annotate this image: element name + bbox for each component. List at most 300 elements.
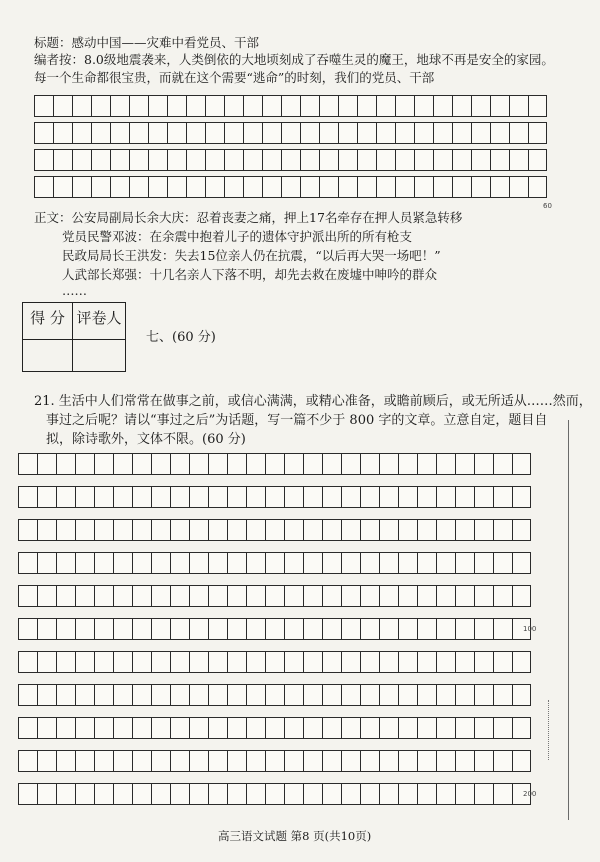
grid-cell[interactable] xyxy=(303,651,322,673)
grid-cell[interactable] xyxy=(56,651,75,673)
grid-cell[interactable] xyxy=(94,618,113,640)
grid-cell[interactable] xyxy=(455,552,474,574)
grid-cell[interactable] xyxy=(436,585,455,607)
grid-cell[interactable] xyxy=(490,122,509,144)
grid-cell[interactable] xyxy=(91,95,110,117)
grid-cell[interactable] xyxy=(246,552,265,574)
grid-cell[interactable] xyxy=(151,585,170,607)
grid-cell[interactable] xyxy=(148,149,167,171)
grid-cell[interactable] xyxy=(474,717,493,739)
grid-cell[interactable] xyxy=(322,684,341,706)
grid-cell[interactable] xyxy=(436,651,455,673)
grid-cell[interactable] xyxy=(56,618,75,640)
grid-cell[interactable] xyxy=(303,618,322,640)
grid-cell[interactable] xyxy=(300,176,319,198)
grid-cell[interactable] xyxy=(224,95,243,117)
grid-cell[interactable] xyxy=(303,519,322,541)
grid-cell[interactable] xyxy=(303,453,322,475)
grid-cell[interactable] xyxy=(227,684,246,706)
grid-cell[interactable] xyxy=(56,750,75,772)
grid-cell[interactable] xyxy=(189,453,208,475)
grid-cell[interactable] xyxy=(493,618,512,640)
grid-cell[interactable] xyxy=(528,122,547,144)
grid-cell[interactable] xyxy=(322,618,341,640)
grid-cell[interactable] xyxy=(284,618,303,640)
grid-cell[interactable] xyxy=(414,176,433,198)
grid-cell[interactable] xyxy=(129,149,148,171)
grid-cell[interactable] xyxy=(528,176,547,198)
grid-cell[interactable] xyxy=(474,684,493,706)
grid-cell[interactable] xyxy=(436,684,455,706)
grid-cell[interactable] xyxy=(37,684,56,706)
grid-cell[interactable] xyxy=(129,122,148,144)
grid-cell[interactable] xyxy=(341,453,360,475)
grid-cell[interactable] xyxy=(398,750,417,772)
grid-cell[interactable] xyxy=(455,486,474,508)
grid-cell[interactable] xyxy=(18,552,37,574)
grid-cell[interactable] xyxy=(433,176,452,198)
grid-cell[interactable] xyxy=(417,453,436,475)
grid-cell[interactable] xyxy=(284,783,303,805)
grid-cell[interactable] xyxy=(474,519,493,541)
grid-cell[interactable] xyxy=(132,750,151,772)
grid-cell[interactable] xyxy=(265,519,284,541)
grid-cell[interactable] xyxy=(379,783,398,805)
grid-cell[interactable] xyxy=(341,618,360,640)
grid-cell[interactable] xyxy=(284,717,303,739)
grid-cell[interactable] xyxy=(455,618,474,640)
grid-cell[interactable] xyxy=(341,717,360,739)
grid-cell[interactable] xyxy=(436,453,455,475)
grid-cell[interactable] xyxy=(417,783,436,805)
grid-cell[interactable] xyxy=(474,486,493,508)
grid-cell[interactable] xyxy=(208,717,227,739)
grid-cell[interactable] xyxy=(94,519,113,541)
grid-cell[interactable] xyxy=(18,618,37,640)
grid-cell[interactable] xyxy=(455,783,474,805)
grid-cell[interactable] xyxy=(37,717,56,739)
grid-cell[interactable] xyxy=(512,717,531,739)
grid-cell[interactable] xyxy=(436,783,455,805)
grid-cell[interactable] xyxy=(75,519,94,541)
grid-cell[interactable] xyxy=(37,486,56,508)
grid-cell[interactable] xyxy=(18,519,37,541)
grid-cell[interactable] xyxy=(189,486,208,508)
answer-grid-essay[interactable] xyxy=(18,453,531,816)
grid-cell[interactable] xyxy=(205,122,224,144)
grid-cell[interactable] xyxy=(186,122,205,144)
grid-cell[interactable] xyxy=(398,519,417,541)
grid-cell[interactable] xyxy=(189,750,208,772)
grid-cell[interactable] xyxy=(94,486,113,508)
grid-cell[interactable] xyxy=(56,684,75,706)
grid-cell[interactable] xyxy=(395,95,414,117)
grid-cell[interactable] xyxy=(284,486,303,508)
grid-cell[interactable] xyxy=(398,651,417,673)
grid-cell[interactable] xyxy=(338,176,357,198)
grid-cell[interactable] xyxy=(75,486,94,508)
grid-cell[interactable] xyxy=(281,149,300,171)
grid-cell[interactable] xyxy=(471,149,490,171)
grid-cell[interactable] xyxy=(56,717,75,739)
grid-cell[interactable] xyxy=(208,783,227,805)
grid-cell[interactable] xyxy=(75,552,94,574)
grid-cell[interactable] xyxy=(284,684,303,706)
grid-cell[interactable] xyxy=(303,717,322,739)
grid-cell[interactable] xyxy=(170,651,189,673)
grid-cell[interactable] xyxy=(303,750,322,772)
grid-cell[interactable] xyxy=(493,552,512,574)
grid-cell[interactable] xyxy=(205,149,224,171)
grid-cell[interactable] xyxy=(72,122,91,144)
grid-cell[interactable] xyxy=(303,684,322,706)
grid-cell[interactable] xyxy=(18,684,37,706)
reviewer-input-cell[interactable] xyxy=(73,340,126,372)
grid-cell[interactable] xyxy=(395,176,414,198)
grid-cell[interactable] xyxy=(281,122,300,144)
grid-cell[interactable] xyxy=(170,783,189,805)
grid-cell[interactable] xyxy=(493,684,512,706)
grid-cell[interactable] xyxy=(170,750,189,772)
grid-cell[interactable] xyxy=(455,453,474,475)
grid-cell[interactable] xyxy=(75,783,94,805)
grid-cell[interactable] xyxy=(167,122,186,144)
grid-cell[interactable] xyxy=(208,486,227,508)
grid-cell[interactable] xyxy=(132,585,151,607)
grid-cell[interactable] xyxy=(379,717,398,739)
grid-cell[interactable] xyxy=(170,684,189,706)
grid-cell[interactable] xyxy=(379,618,398,640)
grid-cell[interactable] xyxy=(300,95,319,117)
grid-cell[interactable] xyxy=(56,552,75,574)
grid-cell[interactable] xyxy=(91,176,110,198)
grid-cell[interactable] xyxy=(341,552,360,574)
grid-cell[interactable] xyxy=(37,651,56,673)
grid-cell[interactable] xyxy=(75,750,94,772)
grid-cell[interactable] xyxy=(37,618,56,640)
grid-cell[interactable] xyxy=(170,552,189,574)
grid-cell[interactable] xyxy=(246,717,265,739)
grid-cell[interactable] xyxy=(18,585,37,607)
grid-cell[interactable] xyxy=(284,453,303,475)
grid-cell[interactable] xyxy=(113,684,132,706)
grid-cell[interactable] xyxy=(319,95,338,117)
grid-cell[interactable] xyxy=(189,783,208,805)
grid-cell[interactable] xyxy=(512,486,531,508)
grid-cell[interactable] xyxy=(398,684,417,706)
grid-cell[interactable] xyxy=(474,651,493,673)
grid-cell[interactable] xyxy=(110,176,129,198)
grid-cell[interactable] xyxy=(265,618,284,640)
grid-cell[interactable] xyxy=(493,453,512,475)
grid-cell[interactable] xyxy=(319,149,338,171)
grid-cell[interactable] xyxy=(53,122,72,144)
grid-cell[interactable] xyxy=(170,486,189,508)
grid-cell[interactable] xyxy=(186,149,205,171)
grid-cell[interactable] xyxy=(243,149,262,171)
grid-cell[interactable] xyxy=(379,486,398,508)
grid-cell[interactable] xyxy=(452,149,471,171)
grid-cell[interactable] xyxy=(37,585,56,607)
grid-cell[interactable] xyxy=(414,149,433,171)
grid-cell[interactable] xyxy=(338,149,357,171)
grid-cell[interactable] xyxy=(189,618,208,640)
grid-cell[interactable] xyxy=(170,453,189,475)
grid-cell[interactable] xyxy=(303,585,322,607)
grid-cell[interactable] xyxy=(417,618,436,640)
grid-cell[interactable] xyxy=(512,519,531,541)
grid-cell[interactable] xyxy=(34,149,53,171)
grid-cell[interactable] xyxy=(493,717,512,739)
grid-cell[interactable] xyxy=(303,486,322,508)
grid-cell[interactable] xyxy=(360,618,379,640)
grid-cell[interactable] xyxy=(338,95,357,117)
grid-cell[interactable] xyxy=(37,750,56,772)
grid-cell[interactable] xyxy=(322,651,341,673)
grid-cell[interactable] xyxy=(151,453,170,475)
grid-cell[interactable] xyxy=(37,552,56,574)
grid-cell[interactable] xyxy=(34,176,53,198)
score-input-cell[interactable] xyxy=(23,340,73,372)
grid-cell[interactable] xyxy=(474,618,493,640)
grid-cell[interactable] xyxy=(113,651,132,673)
grid-cell[interactable] xyxy=(246,684,265,706)
grid-cell[interactable] xyxy=(379,453,398,475)
grid-cell[interactable] xyxy=(322,453,341,475)
grid-cell[interactable] xyxy=(493,651,512,673)
grid-cell[interactable] xyxy=(75,585,94,607)
grid-cell[interactable] xyxy=(319,176,338,198)
grid-cell[interactable] xyxy=(281,176,300,198)
grid-cell[interactable] xyxy=(436,750,455,772)
grid-cell[interactable] xyxy=(417,651,436,673)
grid-cell[interactable] xyxy=(398,717,417,739)
grid-cell[interactable] xyxy=(113,717,132,739)
grid-cell[interactable] xyxy=(208,651,227,673)
grid-cell[interactable] xyxy=(436,717,455,739)
grid-cell[interactable] xyxy=(246,618,265,640)
grid-cell[interactable] xyxy=(452,176,471,198)
grid-cell[interactable] xyxy=(436,519,455,541)
grid-cell[interactable] xyxy=(113,453,132,475)
grid-cell[interactable] xyxy=(341,585,360,607)
grid-cell[interactable] xyxy=(300,149,319,171)
grid-cell[interactable] xyxy=(341,684,360,706)
grid-cell[interactable] xyxy=(18,783,37,805)
grid-cell[interactable] xyxy=(227,717,246,739)
grid-cell[interactable] xyxy=(376,149,395,171)
grid-cell[interactable] xyxy=(75,684,94,706)
grid-cell[interactable] xyxy=(113,783,132,805)
grid-cell[interactable] xyxy=(132,684,151,706)
grid-cell[interactable] xyxy=(18,750,37,772)
grid-cell[interactable] xyxy=(113,486,132,508)
grid-cell[interactable] xyxy=(379,552,398,574)
grid-cell[interactable] xyxy=(360,651,379,673)
grid-cell[interactable] xyxy=(151,717,170,739)
grid-cell[interactable] xyxy=(360,783,379,805)
grid-cell[interactable] xyxy=(94,453,113,475)
grid-cell[interactable] xyxy=(284,552,303,574)
grid-cell[interactable] xyxy=(376,122,395,144)
grid-cell[interactable] xyxy=(512,750,531,772)
grid-cell[interactable] xyxy=(151,750,170,772)
grid-cell[interactable] xyxy=(113,552,132,574)
grid-cell[interactable] xyxy=(227,585,246,607)
grid-cell[interactable] xyxy=(186,176,205,198)
grid-cell[interactable] xyxy=(376,95,395,117)
grid-cell[interactable] xyxy=(37,519,56,541)
grid-cell[interactable] xyxy=(72,176,91,198)
grid-cell[interactable] xyxy=(376,176,395,198)
grid-cell[interactable] xyxy=(56,519,75,541)
grid-cell[interactable] xyxy=(113,750,132,772)
grid-cell[interactable] xyxy=(455,585,474,607)
grid-cell[interactable] xyxy=(455,684,474,706)
grid-cell[interactable] xyxy=(110,95,129,117)
grid-cell[interactable] xyxy=(53,176,72,198)
grid-cell[interactable] xyxy=(151,618,170,640)
grid-cell[interactable] xyxy=(436,486,455,508)
grid-cell[interactable] xyxy=(148,95,167,117)
grid-cell[interactable] xyxy=(281,95,300,117)
grid-cell[interactable] xyxy=(265,453,284,475)
grid-cell[interactable] xyxy=(151,552,170,574)
grid-cell[interactable] xyxy=(18,717,37,739)
grid-cell[interactable] xyxy=(284,519,303,541)
grid-cell[interactable] xyxy=(512,453,531,475)
grid-cell[interactable] xyxy=(303,552,322,574)
grid-cell[interactable] xyxy=(528,149,547,171)
grid-cell[interactable] xyxy=(208,750,227,772)
grid-cell[interactable] xyxy=(246,585,265,607)
grid-cell[interactable] xyxy=(284,585,303,607)
grid-cell[interactable] xyxy=(208,684,227,706)
grid-cell[interactable] xyxy=(72,149,91,171)
grid-cell[interactable] xyxy=(341,519,360,541)
grid-cell[interactable] xyxy=(341,651,360,673)
grid-cell[interactable] xyxy=(75,453,94,475)
grid-cell[interactable] xyxy=(189,717,208,739)
grid-cell[interactable] xyxy=(417,750,436,772)
grid-cell[interactable] xyxy=(360,684,379,706)
grid-cell[interactable] xyxy=(265,783,284,805)
grid-cell[interactable] xyxy=(471,122,490,144)
grid-cell[interactable] xyxy=(360,453,379,475)
grid-cell[interactable] xyxy=(189,585,208,607)
grid-cell[interactable] xyxy=(132,486,151,508)
grid-cell[interactable] xyxy=(509,149,528,171)
grid-cell[interactable] xyxy=(208,618,227,640)
grid-cell[interactable] xyxy=(37,453,56,475)
grid-cell[interactable] xyxy=(91,149,110,171)
grid-cell[interactable] xyxy=(224,122,243,144)
grid-cell[interactable] xyxy=(34,122,53,144)
grid-cell[interactable] xyxy=(151,783,170,805)
grid-cell[interactable] xyxy=(243,95,262,117)
grid-cell[interactable] xyxy=(227,651,246,673)
grid-cell[interactable] xyxy=(493,585,512,607)
grid-cell[interactable] xyxy=(132,651,151,673)
grid-cell[interactable] xyxy=(417,486,436,508)
grid-cell[interactable] xyxy=(493,783,512,805)
grid-cell[interactable] xyxy=(246,750,265,772)
grid-cell[interactable] xyxy=(113,585,132,607)
grid-cell[interactable] xyxy=(208,585,227,607)
grid-cell[interactable] xyxy=(224,176,243,198)
grid-cell[interactable] xyxy=(341,750,360,772)
grid-cell[interactable] xyxy=(94,585,113,607)
grid-cell[interactable] xyxy=(474,750,493,772)
grid-cell[interactable] xyxy=(360,750,379,772)
grid-cell[interactable] xyxy=(417,519,436,541)
grid-cell[interactable] xyxy=(18,486,37,508)
grid-cell[interactable] xyxy=(151,651,170,673)
grid-cell[interactable] xyxy=(94,783,113,805)
grid-cell[interactable] xyxy=(170,618,189,640)
grid-cell[interactable] xyxy=(129,95,148,117)
grid-cell[interactable] xyxy=(303,783,322,805)
grid-cell[interactable] xyxy=(110,149,129,171)
grid-cell[interactable] xyxy=(18,651,37,673)
grid-cell[interactable] xyxy=(379,750,398,772)
grid-cell[interactable] xyxy=(398,618,417,640)
grid-cell[interactable] xyxy=(417,585,436,607)
grid-cell[interactable] xyxy=(94,717,113,739)
grid-cell[interactable] xyxy=(94,684,113,706)
grid-cell[interactable] xyxy=(227,783,246,805)
grid-cell[interactable] xyxy=(265,750,284,772)
grid-cell[interactable] xyxy=(379,684,398,706)
grid-cell[interactable] xyxy=(360,585,379,607)
grid-cell[interactable] xyxy=(398,552,417,574)
grid-cell[interactable] xyxy=(474,783,493,805)
grid-cell[interactable] xyxy=(357,149,376,171)
grid-cell[interactable] xyxy=(186,95,205,117)
grid-cell[interactable] xyxy=(322,552,341,574)
grid-cell[interactable] xyxy=(436,618,455,640)
grid-cell[interactable] xyxy=(379,585,398,607)
grid-cell[interactable] xyxy=(357,122,376,144)
grid-cell[interactable] xyxy=(227,552,246,574)
grid-cell[interactable] xyxy=(75,618,94,640)
grid-cell[interactable] xyxy=(56,585,75,607)
grid-cell[interactable] xyxy=(113,618,132,640)
grid-cell[interactable] xyxy=(490,176,509,198)
grid-cell[interactable] xyxy=(170,717,189,739)
grid-cell[interactable] xyxy=(322,585,341,607)
grid-cell[interactable] xyxy=(265,717,284,739)
grid-cell[interactable] xyxy=(452,95,471,117)
grid-cell[interactable] xyxy=(528,95,547,117)
grid-cell[interactable] xyxy=(474,552,493,574)
grid-cell[interactable] xyxy=(75,651,94,673)
grid-cell[interactable] xyxy=(319,122,338,144)
grid-cell[interactable] xyxy=(360,486,379,508)
grid-cell[interactable] xyxy=(395,122,414,144)
grid-cell[interactable] xyxy=(471,95,490,117)
grid-cell[interactable] xyxy=(151,486,170,508)
grid-cell[interactable] xyxy=(395,149,414,171)
grid-cell[interactable] xyxy=(322,750,341,772)
grid-cell[interactable] xyxy=(205,176,224,198)
grid-cell[interactable] xyxy=(493,750,512,772)
grid-cell[interactable] xyxy=(265,552,284,574)
grid-cell[interactable] xyxy=(471,176,490,198)
grid-cell[interactable] xyxy=(170,585,189,607)
grid-cell[interactable] xyxy=(148,122,167,144)
grid-cell[interactable] xyxy=(322,519,341,541)
